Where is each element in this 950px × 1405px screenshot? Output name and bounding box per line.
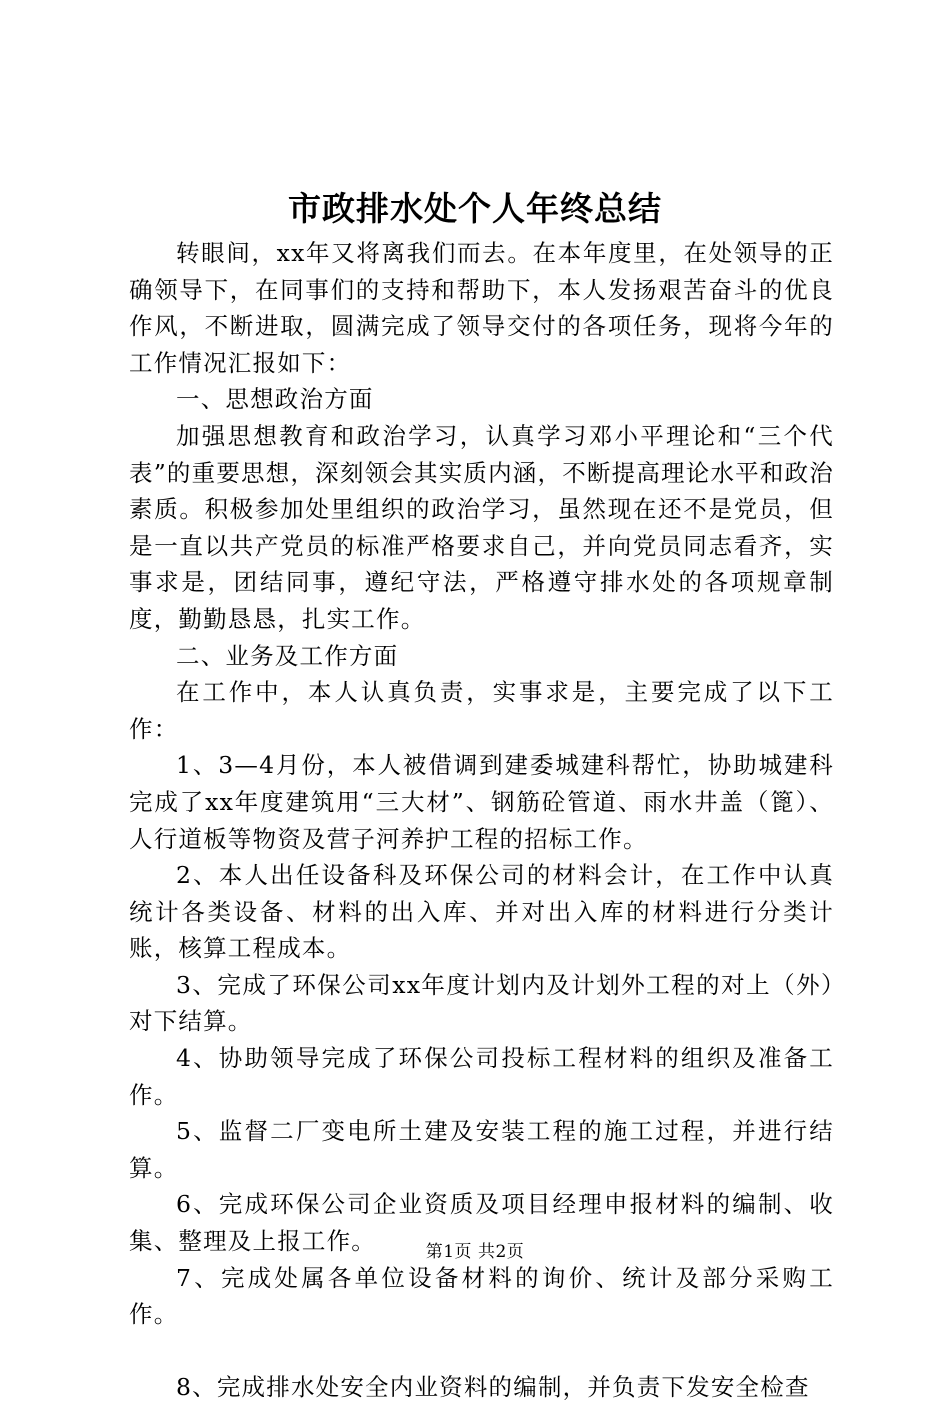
intro-paragraph: 转眼间，xx年又将离我们而去。在本年度里，在处领导的正确领导下，在同事们的支持和帮助下，本人发扬艰苦奋斗的优良作风，不断进取，圆满完成了领导交付的各项任务，现将今年的工作情况汇报如下： <box>129 239 834 377</box>
document-title: 市政排水处个人年终总结 <box>288 189 662 228</box>
political-paragraph: 加强思想教育和政治学习，认真学习邓小平理论和“三个代表”的重要思想，深刻领会其实质内涵，不断提高理论水平和政治素质。积极参加处里组织的政治学习，虽然现在还不是党员，但是一直以共产党员的标准严格要求自己，并向党员同志看齐，实事求是，团结同事，遵纪守法，严格遵守排水处的各项规章制度，勤勤恳恳，扎实工作。 <box>129 421 834 633</box>
work-item-2: 2、本人出任设备科及环保公司的材料会计，在工作中认真统计各类设备、材料的出入库、并对出入库的材料进行分类计账，核算工程成本。 <box>129 861 834 963</box>
work-item-6: 6、完成环保公司企业资质及项目经理申报材料的编制、收集、整理及上报工作。 <box>129 1190 834 1256</box>
work-item-8: 8、完成排水处安全内业资料的编制，并负责下发安全检查 <box>176 1372 810 1401</box>
section-heading-political: 一、思想政治方面 <box>176 385 374 414</box>
work-item-4: 4、协助领导完成了环保公司投标工程材料的组织及准备工作。 <box>129 1044 834 1109</box>
page-indicator: 第1页 共2页 <box>425 1242 525 1262</box>
work-item-5: 5、监督二厂变电所土建及安装工程的施工过程，并进行结算。 <box>129 1117 834 1182</box>
work-item-1: 1、3—4月份，本人被借调到建委城建科帮忙，协助城建科完成了xx年度建筑用“三大材”、钢筋砼管道、雨水井盖（篦）、人行道板等物资及营子河养护工程的招标工作。 <box>129 751 834 853</box>
section-heading-work: 二、业务及工作方面 <box>176 641 399 670</box>
work-intro-paragraph: 在工作中，本人认真负责，实事求是，主要完成了以下工作： <box>129 678 834 743</box>
work-item-7: 7、完成处属各单位设备材料的询价、统计及部分采购工作。 <box>129 1263 834 1329</box>
work-item-3: 3、完成了环保公司xx年度计划内及计划外工程的对上（外）对下结算。 <box>129 970 834 1036</box>
document-body <box>129 235 834 1405</box>
